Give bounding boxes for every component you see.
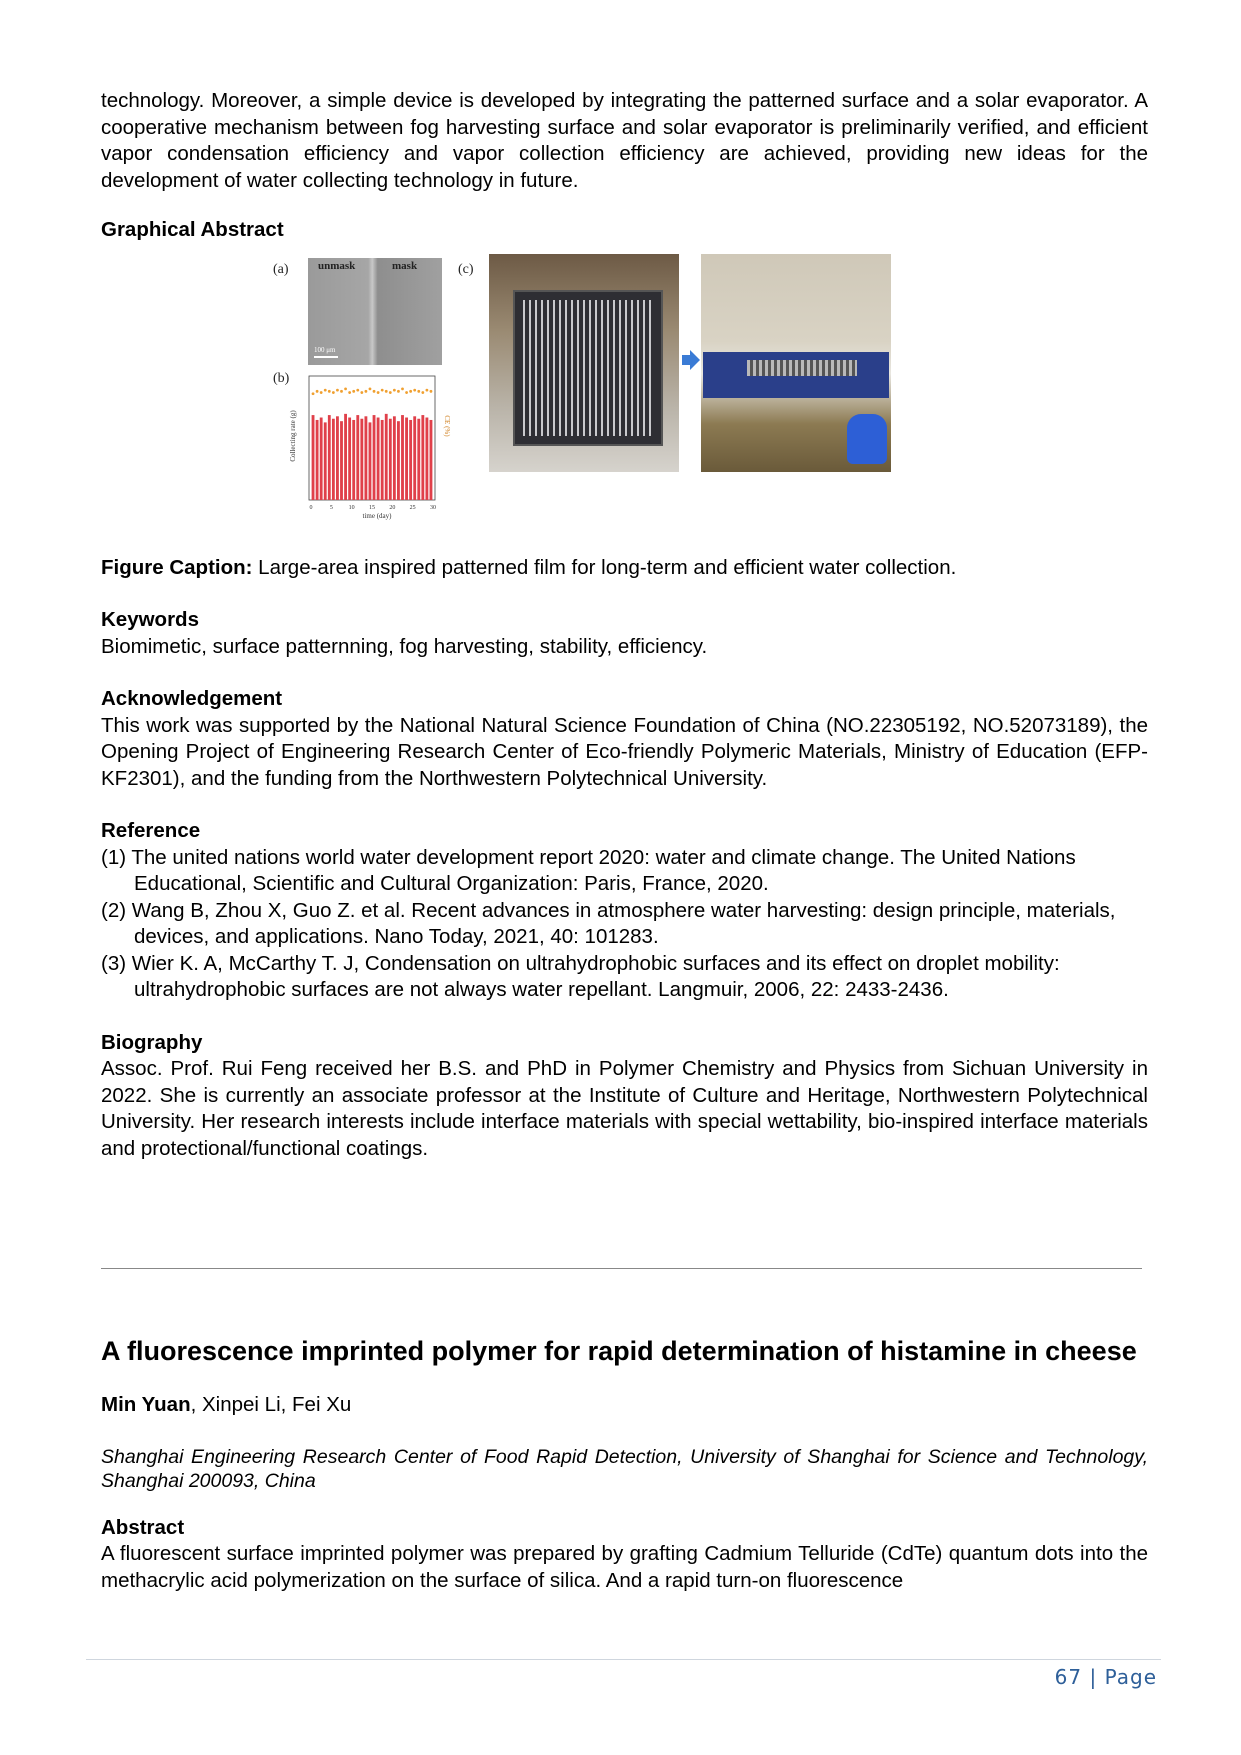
figure-caption-text: Large-area inspired patterned film for long-term and efficient water collection. <box>252 555 957 579</box>
affiliation: Shanghai Engineering Research Center of Food Rapid Detection, University of Shanghai for Science and Technology, Shanghai 200093, China <box>101 1445 1148 1492</box>
chart-bar <box>405 417 408 499</box>
chart-bar <box>377 417 380 499</box>
sem-image <box>308 258 442 365</box>
chart-bar <box>364 416 367 500</box>
chart-point <box>413 388 416 391</box>
graphical-abstract-heading: Graphical Abstract <box>101 218 284 241</box>
chart-point <box>377 391 380 394</box>
second-article <box>101 1334 1148 1594</box>
arrow-right-icon <box>682 350 700 370</box>
chart-x-tick-label: 25 <box>409 504 416 511</box>
chart-point <box>360 391 363 394</box>
chart-point <box>393 388 396 391</box>
chart-bar <box>336 416 339 500</box>
chart-bar <box>373 415 376 500</box>
chart-bar <box>328 415 331 500</box>
keywords-text: Biomimetic, surface patternning, fog harvesting, stability, efficiency. <box>101 634 708 658</box>
keywords-heading: Keywords <box>101 608 199 631</box>
biography-heading: Biography <box>101 1030 203 1054</box>
chart-bar <box>385 413 388 499</box>
intro-paragraph: technology. Moreover, a simple device is developed by integrating the patterned surface and a solar evaporator. A cooperative mechanism between fog harvesting surface and solar evaporator is preliminarily verified, and efficient vapor condensation efficiency and vapor collection efficiency are achieved, providing new ideas for the development of water collecting technology in future. <box>101 89 1148 192</box>
chart-x-tick-label: 0 <box>309 504 313 511</box>
footer-divider <box>86 1659 1161 1660</box>
acknowledgement-text: This work was supported by the National Natural Science Foundation of China (NO.22305192, NO.52073189), the Opening Project of Engineering Research Center of Eco-friendly Polymeric Materials, Ministry of Education (EFP-KF2301), and the funding from the Northwestern Polytechnical University. <box>101 713 1148 790</box>
chart-point <box>312 392 315 395</box>
chart-point <box>348 391 351 394</box>
chart-bar <box>421 415 424 500</box>
chart-ylabel-right: CE (%) <box>443 414 451 437</box>
page-word: Page <box>1104 1665 1157 1689</box>
device-blue-panel <box>703 352 889 398</box>
chart-bar <box>344 413 347 499</box>
chart-bar <box>352 419 355 499</box>
figure-caption <box>101 555 1148 582</box>
reference-item: (3) Wier K. A, McCarthy T. J, Condensation on ultrahydrophobic surfaces and its effect on droplet mobility: ultrahydrophobic surfaces are not always water repellant. Langmuir, 2006, 22: 2433-2436. <box>101 951 1060 1001</box>
abstract-heading: Abstract <box>101 1515 185 1539</box>
chart-point <box>332 391 335 394</box>
chart-bar <box>381 419 384 499</box>
chart-point <box>320 391 323 394</box>
first-article-tail <box>101 88 1148 1162</box>
chart-x-tick-label: 10 <box>348 504 355 511</box>
sem-label-mask: mask <box>392 259 418 272</box>
chart-point <box>421 391 424 394</box>
chart-point <box>369 387 372 390</box>
chart-bar <box>393 416 396 500</box>
chart-point <box>356 388 359 391</box>
chart-point <box>336 388 339 391</box>
chart-point <box>417 389 420 392</box>
chart-ylabel-left: Collecting rate (g) <box>289 409 297 462</box>
reference-list <box>101 845 1148 1004</box>
chart-point <box>405 391 408 394</box>
scale-bar <box>314 356 338 358</box>
author-list <box>101 1392 1148 1419</box>
chart-bar <box>332 418 335 499</box>
reference-item: (2) Wang B, Zhou X, Guo Z. et al. Recent advances in atmosphere water harvesting: design principle, materials, devices, and applications. Nano Today, 2021, 40: 101283. <box>101 898 1116 948</box>
chart-point <box>344 387 347 390</box>
chart-bar <box>340 421 343 500</box>
chart-bar <box>417 418 420 499</box>
device-pattern <box>747 360 857 376</box>
reference-heading: Reference <box>101 819 201 842</box>
panel-label-c: (c) <box>458 261 474 277</box>
chart-bar <box>324 422 327 500</box>
device-photo <box>701 254 891 472</box>
page-footer <box>1055 1665 1157 1689</box>
section-divider <box>101 1268 1142 1269</box>
film-sheet <box>513 290 663 446</box>
film-pattern <box>523 300 653 436</box>
chart-point <box>328 389 331 392</box>
collecting-rate-chart <box>289 366 451 520</box>
chart-bar <box>425 417 428 499</box>
chart-bar <box>369 422 372 500</box>
chart-point <box>316 389 319 392</box>
acknowledgement-heading: Acknowledgement <box>101 687 283 710</box>
chart-point <box>381 388 384 391</box>
article-title: A fluorescence imprinted polymer for rapid determination of histamine in cheese <box>101 1336 1137 1366</box>
figure-caption-label: Figure Caption: <box>101 555 253 579</box>
panel-label-a: (a) <box>273 261 289 277</box>
chart-point <box>401 387 404 390</box>
chart-x-tick-label: 15 <box>369 504 375 511</box>
chart-point <box>426 388 429 391</box>
chart-bar <box>430 419 433 499</box>
chart-xlabel: time (day) <box>362 511 392 520</box>
chart-point <box>409 389 412 392</box>
chart-bar <box>401 415 404 500</box>
chart-bar <box>312 415 315 500</box>
chart-x-tick-label: 20 <box>389 504 396 511</box>
chart-bar <box>360 418 363 499</box>
chart-bar <box>356 415 359 500</box>
panel-label-b: (b) <box>273 370 290 386</box>
chart-point <box>324 388 327 391</box>
chart-point <box>385 389 388 392</box>
chart-point <box>352 389 355 392</box>
lead-author: Min Yuan <box>101 1393 191 1416</box>
sem-scale-label: 100 μm <box>314 345 336 354</box>
page-number: 67 <box>1054 1665 1083 1689</box>
footer-separator: | <box>1082 1665 1105 1689</box>
patterned-film-photo <box>489 254 679 472</box>
chart-point <box>365 389 368 392</box>
chart-bar <box>389 418 392 499</box>
chart-x-tick-label: 5 <box>329 504 333 511</box>
chart-point <box>430 389 433 392</box>
chart-bar <box>409 419 412 499</box>
chart-point <box>373 389 376 392</box>
reference-item: (1) The united nations world water development report 2020: water and climate change. The United Nations Educational, Scientific and Cultural Organization: Paris, France, 2020. <box>101 845 1076 895</box>
glove <box>847 414 887 464</box>
chart-bar <box>316 419 319 499</box>
chart-point <box>397 389 400 392</box>
abstract-text: A fluorescent surface imprinted polymer was prepared by grafting Cadmium Telluride (CdTe) quantum dots into the methacrylic acid polymerization on the surface of silica. And a rapid turn-on fluorescence <box>101 1542 1148 1592</box>
chart-bar <box>413 416 416 500</box>
chart-bar <box>320 417 323 499</box>
chart-x-tick-label: 30 <box>430 504 436 511</box>
graphical-abstract-figure <box>101 258 1148 520</box>
chart-point <box>340 389 343 392</box>
chart-bar <box>397 421 400 500</box>
sem-label-unmask: unmask <box>318 259 356 272</box>
chart-bar <box>348 417 351 499</box>
biography-text: Assoc. Prof. Rui Feng received her B.S. and PhD in Polymer Chemistry and Physics from Sichuan University in 2022. She is currently an associate professor at the Institute of Culture and Heritage, Northwestern Polytechnical University. Her research interests include interface materials with special wettability, bio-inspired interface materials and protectional/functional coatings. <box>101 1057 1148 1160</box>
chart-point <box>389 391 392 394</box>
co-authors: , Xinpei Li, Fei Xu <box>190 1393 352 1416</box>
